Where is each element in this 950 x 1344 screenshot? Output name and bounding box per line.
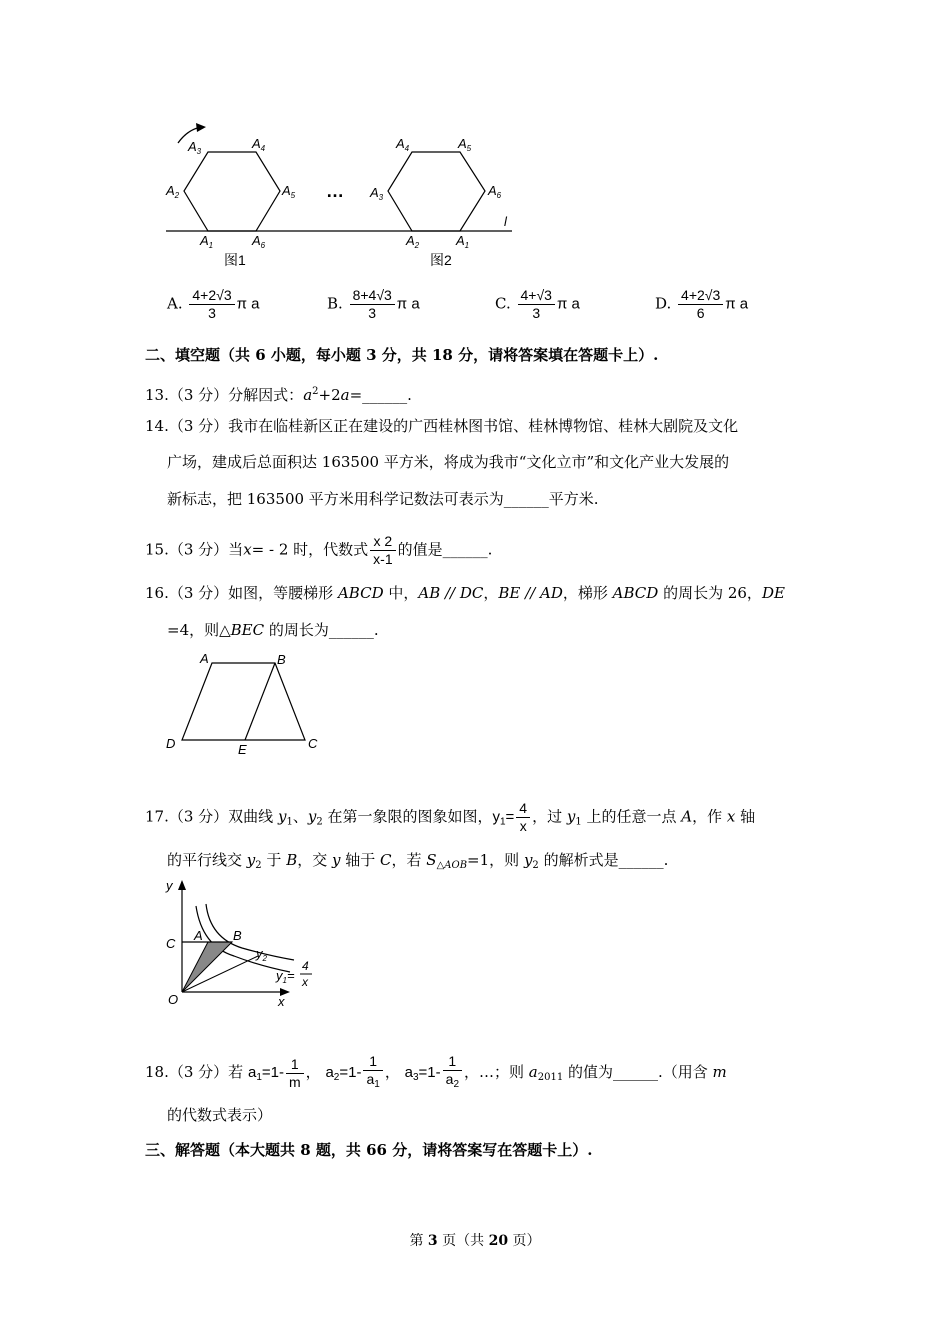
q15-fraction: $\frac{x 2}{x-1}$ [370,533,395,568]
fig2-label-A1: $A_1$ [456,233,470,250]
label-y2: $y_2$ [256,946,267,963]
label-y1: $y_1=$ [276,968,295,985]
hexagon-2 [388,152,485,231]
question-16-line-1: 16.（3 分）如图，等腰梯形 ABCD 中，AB // DC，BE // AD，梯形 ABCD 的周长为 26，DE [145,584,785,602]
question-15: 15.（3 分）当x= - 2 时，代数式 $\frac{x 2}{x-1}$ 的值是______. [145,533,493,567]
hyperbola-figure [160,876,320,1011]
fig1-label-A1: $A_1$ [200,233,214,250]
label-D: D [166,736,176,751]
q18-fraction-3: $\frac{1}{a_2}$ [443,1053,462,1093]
hexagon-figure [160,115,530,275]
fig2-label-A5: $A_5$ [458,136,472,153]
fig2-caption: 图2 [430,252,452,268]
option-tail: π a [556,295,580,313]
fig1-caption: 图1 [224,252,246,268]
fig1-label-A3: $A_3$ [188,139,202,156]
label-E: E [238,742,247,757]
option-label: A. [167,294,183,313]
option-d [655,287,748,322]
label-x: x [278,994,285,1009]
line-label-l: l [504,214,507,229]
label-frac-num: 4 [302,959,309,973]
q18-fraction-2: $\frac{1}{a_1}$ [363,1053,382,1093]
y-axis-arrow-icon [178,880,186,890]
trapezoid-figure [160,648,330,760]
option-label: B. [327,294,343,313]
fig1-label-A6: $A_6$ [252,233,266,250]
hexagon-1 [184,152,280,231]
fig1-label-A2: $A_2$ [166,183,180,200]
label-y: y [166,878,173,893]
fig2-label-A2: $A_2$ [406,233,420,250]
option-fraction: $\frac{4+2√3}{3}$ [189,287,234,322]
question-14-line-1: 14.（3 分）我市在临桂新区正在建设的广西桂林图书馆、桂林博物馆、桂林大剧院及文化 [145,417,739,435]
label-A: A [194,928,203,943]
label-B: B [277,652,286,667]
triangle-aob [182,942,232,992]
option-a [167,287,259,322]
label-C: C [308,736,318,751]
option-tail: π a [236,295,260,313]
page-footer: 第 3 页（共 20 页） [409,1233,541,1249]
option-fraction: $\frac{4+√3}{3}$ [518,287,555,322]
option-c [495,287,580,322]
option-tail: π a [725,295,749,313]
option-fraction: $\frac{8+4√3}{3}$ [350,287,395,322]
label-C: C [166,936,176,951]
label-O: O [168,992,179,1007]
label-frac-den: x [302,975,308,989]
q18-fraction-1: $\frac{1}{m}$ [286,1056,304,1091]
question-17-line-1: 17.（3 分）双曲线 $y_1$、$y_2$ 在第一象限的图象如图，$y_1=$ $\frac{4}{x}$ ，过 $y_1$ 上的任意一点 A，作 x 轴 [145,800,756,834]
question-14-line-3: 新标志，把 163500 平方米用科学记数法可表示为______平方米. [167,490,599,508]
question-13: 13.（3 分）分解因式：$a^2+2a=\_\_\_\_\_\_$. [145,386,412,404]
question-18-line-2: 的代数式表示） [167,1106,273,1124]
segment-be [245,663,275,740]
question-17-line-2: 的平行线交 $y_2$ 于 B，交 y 轴于 C，若 $S_{\triangle AOB}=1$，则 $y_2$ 的解析式是______. [167,851,669,871]
label-A: A [200,651,209,666]
fig2-label-A3: $A_3$ [370,185,384,202]
ellipsis-dots: … [326,181,344,201]
option-label: D. [655,294,672,313]
option-tail: π a [396,295,420,313]
option-b [327,287,420,322]
fig2-label-A4: $A_4$ [396,136,410,153]
section-2-heading: 二、填空题（共 6 小题，每小题 3 分，共 18 分，请将答案填在答题卡上）. [145,346,659,364]
option-label: C. [495,294,511,313]
fig1-label-A4: $A_4$ [252,136,266,153]
question-18-line-1: 18.（3 分）若 $a_1=1-$ $\frac{1}{m}$ ， $a_2=1-$ $\frac{1}{a_1}$ ， $a_3=1-$ $\frac{1}{a_2}$ ，…；则 $a_{2011}$ 的值为______.（用含 m [145,1053,727,1093]
fig1-label-A5: $A_5$ [282,183,296,200]
option-fraction: $\frac{4+2√3}{6}$ [678,287,723,322]
question-14-line-2: 广场，建成后总面积达 163500 平方米，将成为我市“文化立市”和文化产业大发展的 [167,453,730,471]
label-B: B [233,928,242,943]
q17-fraction: $\frac{4}{x}$ [516,800,530,835]
question-16-line-2: =4，则△BEC 的周长为______. [167,621,379,639]
trapezoid-abcd [182,663,305,740]
fig2-label-A6: $A_6$ [488,183,502,200]
arrow-head-icon [196,123,206,132]
section-3-heading: 三、解答题（本大题共 8 题，共 66 分，请将答案写在答题卡上）. [145,1141,593,1159]
